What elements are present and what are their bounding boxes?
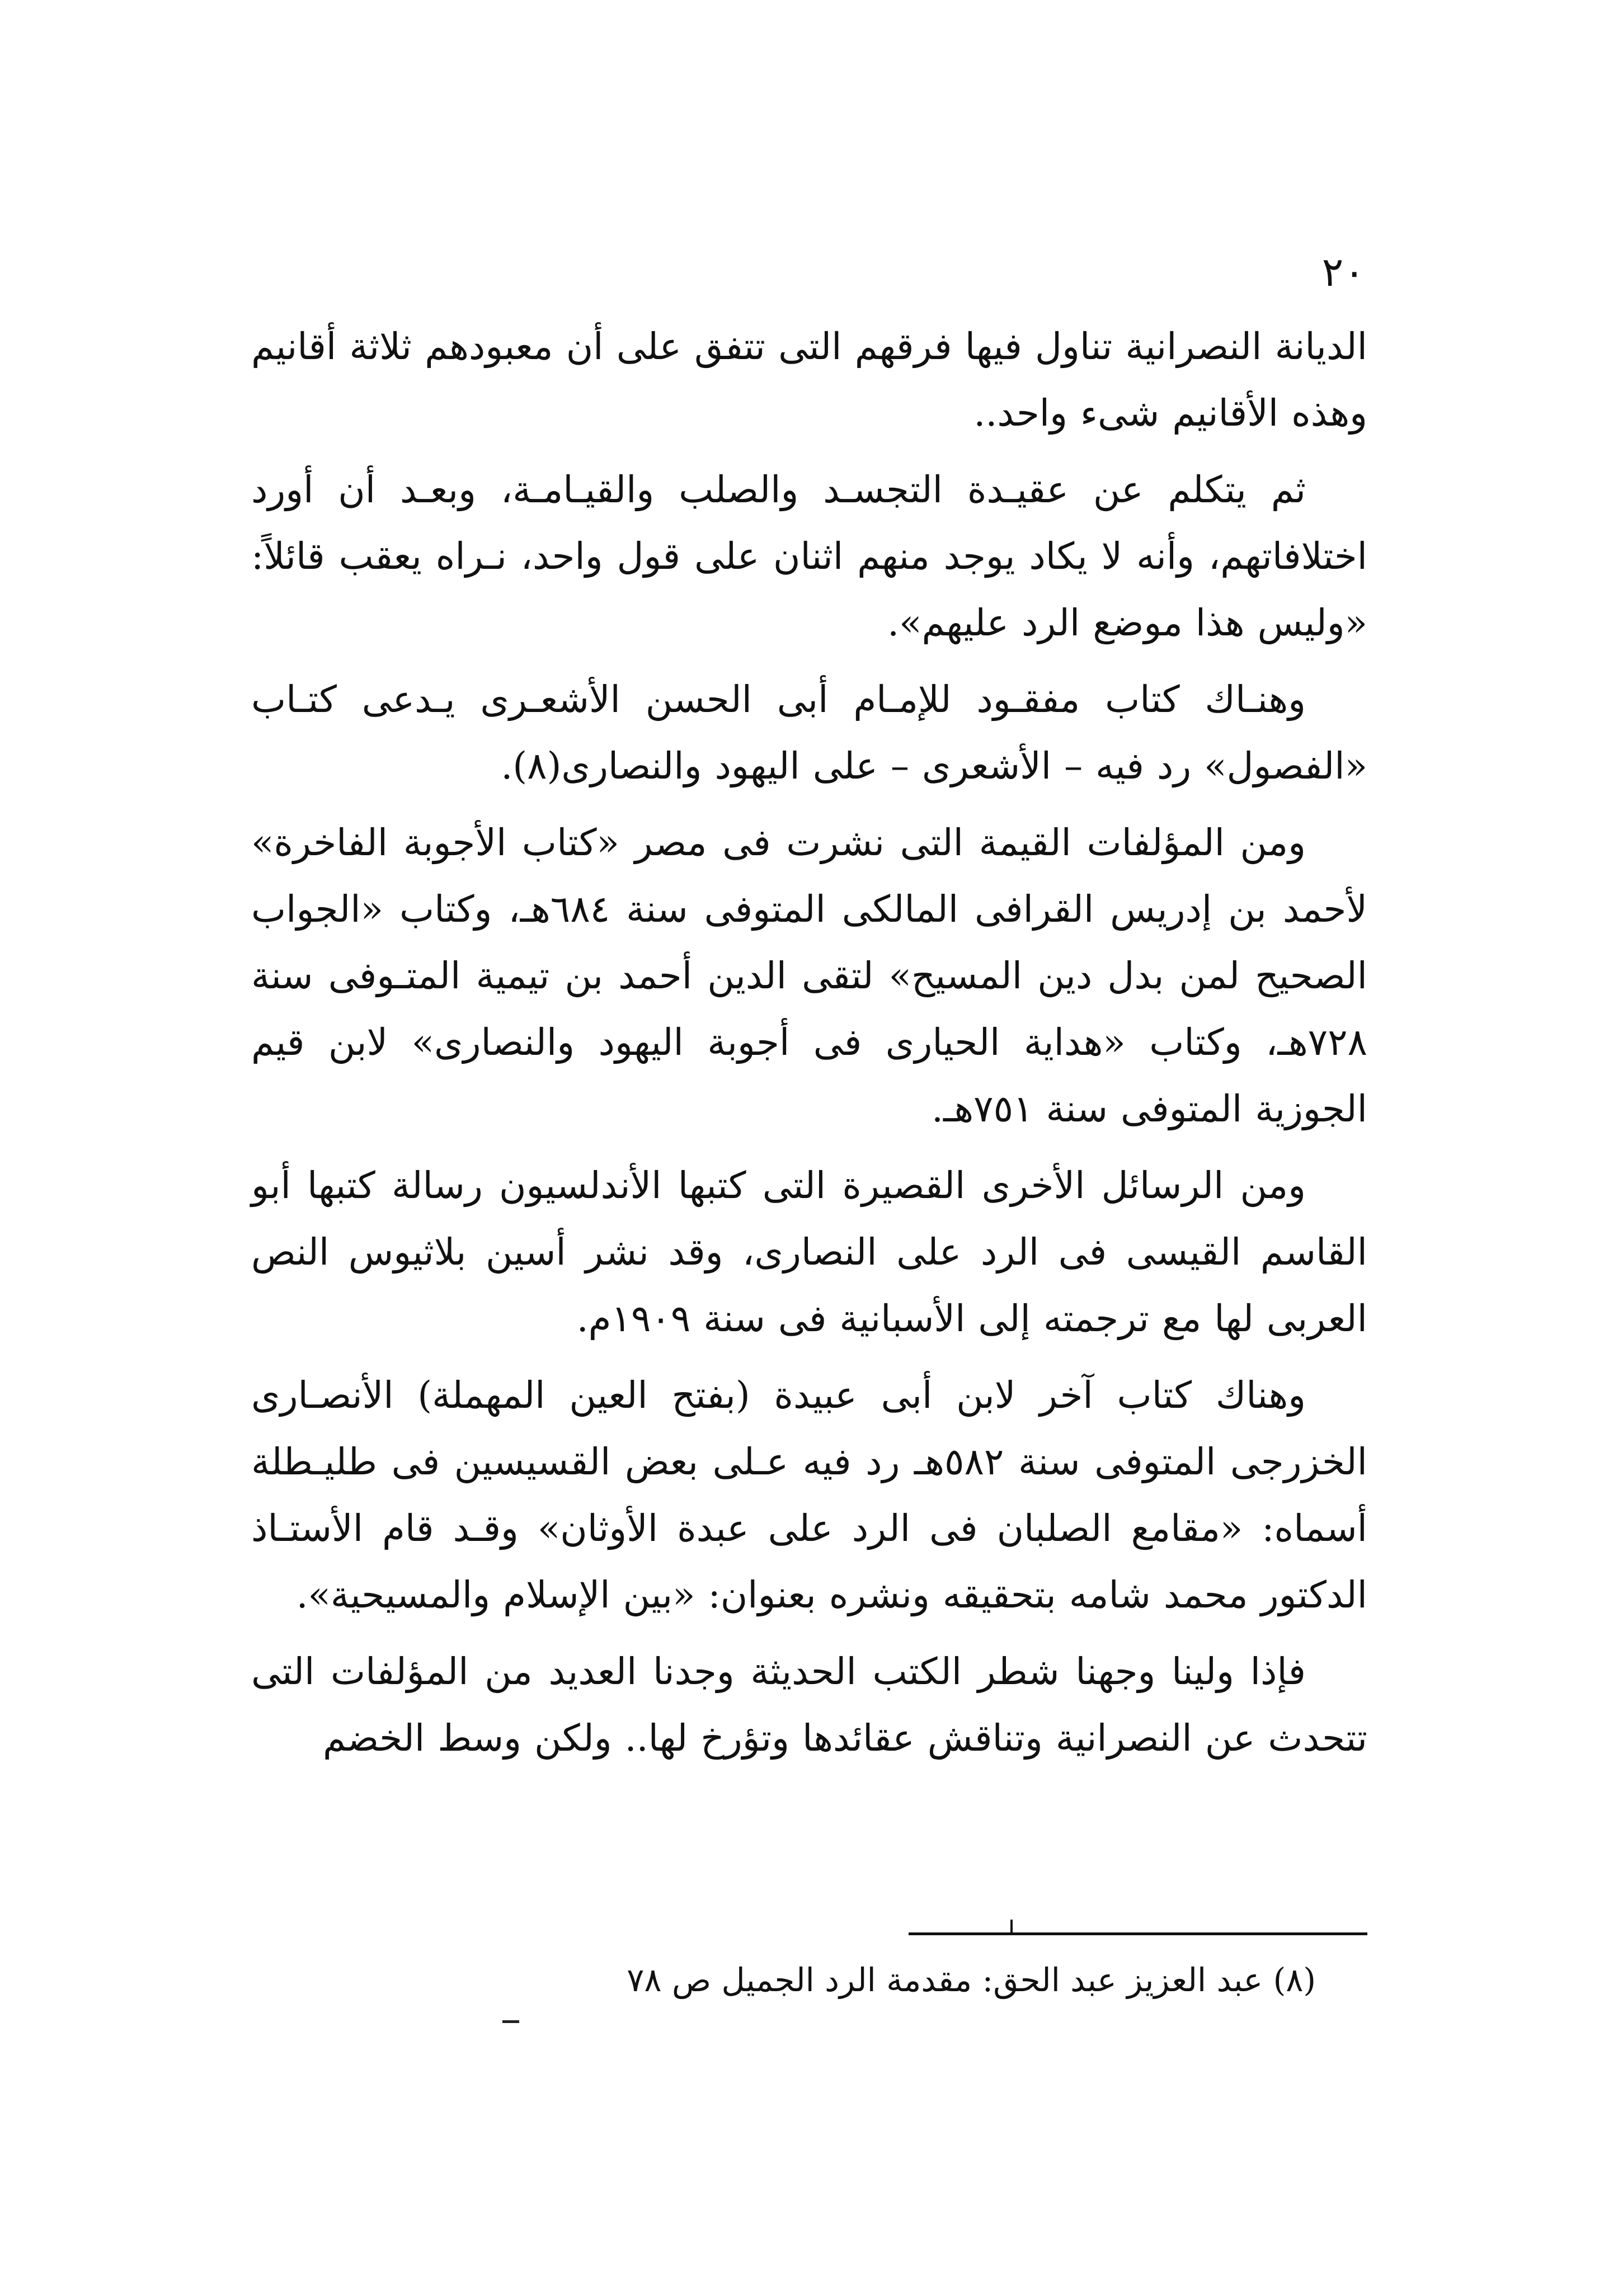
paragraph: وهناك كتاب آخر لابن أبى عبيدة (بفتح العين المهملة) الأنصـارى الخزرجى المتوفى سنة ٥٨٢هـ رد فيه عـلى بعض القسيسين فى طليـطلة أسماه: «مقامع الصلبان فى الرد على عبدة الأوثان» وقـد قام الأستـاذ الدكتور محمد شامه بتحقيقه ونشره بعنوان: «بين الإسلام والمسيحية».: [251, 1374, 1367, 1616]
paragraph: ومن المؤلفات القيمة التى نشرت فى مصر «كتاب الأجوبة الفاخرة» لأحمد بن إدريس القرافى المالكى المتوفى سنة ٦٨٤هـ، وكتاب «الجواب الصحيح لمن بدل دين المسيح» لتقى الدين أحمد بن تيمية المتـوفى سنة ٧٢٨هـ، وكتاب «هداية الحيارى فى أجوبة اليهود والنصارى» لابن قيم الجوزية المتوفى سنة ٧٥١هـ.: [251, 821, 1367, 1130]
footnote: (٨) عبد العزيز عبد الحق: مقدمة الرد الجميل ص ٧٨: [627, 1961, 1316, 1999]
paragraph-continuation: الديانة النصرانية تناول فيها فرقهم التى تتفق على أن معبودهم ثلاثة أقانيم وهذه الأقانيم شىء واحد..: [251, 325, 1367, 435]
page-number: ٢٠: [1321, 248, 1365, 295]
paragraph: ثم يتكلم عن عقيـدة التجسـد والصلب والقيـامـة، وبعـد أن أورد اختلافاتهم، وأنه لا يكاد يوجد منهم اثنان على قول واحد، نـراه يعقب قائلاً: «وليس هذا موضع الرد عليهم».: [251, 468, 1367, 644]
body-text: [251, 313, 1367, 1781]
paragraph: فإذا ولينا وجهنا شطر الكتب الحديثة وجدنا العديد من المؤلفات التى تتحدث عن النصرانية وتناقش عقائدها وتؤرخ لها.. ولكن وسط الخضم: [251, 1650, 1367, 1760]
scan-speck: [502, 2020, 519, 2023]
paragraph: وهنـاك كتاب مفقـود للإمـام أبى الحسن الأشعـرى يـدعى كتـاب «الفصول» رد فيه – الأشعرى – على اليهود والنصارى(٨).: [251, 678, 1367, 788]
footnote-divider-tick: [1010, 1920, 1013, 1935]
paragraph: ومن الرسائل الأخرى القصيرة التى كتبها الأندلسيون رسالة كتبها أبو القاسم القيسى فى الرد على النصارى، وقد نشر أسين بلاثيوس النص العربى لها مع ترجمته إلى الأسبانية فى سنة ١٩٠٩م.: [251, 1164, 1367, 1340]
footnote-divider: [909, 1932, 1367, 1935]
